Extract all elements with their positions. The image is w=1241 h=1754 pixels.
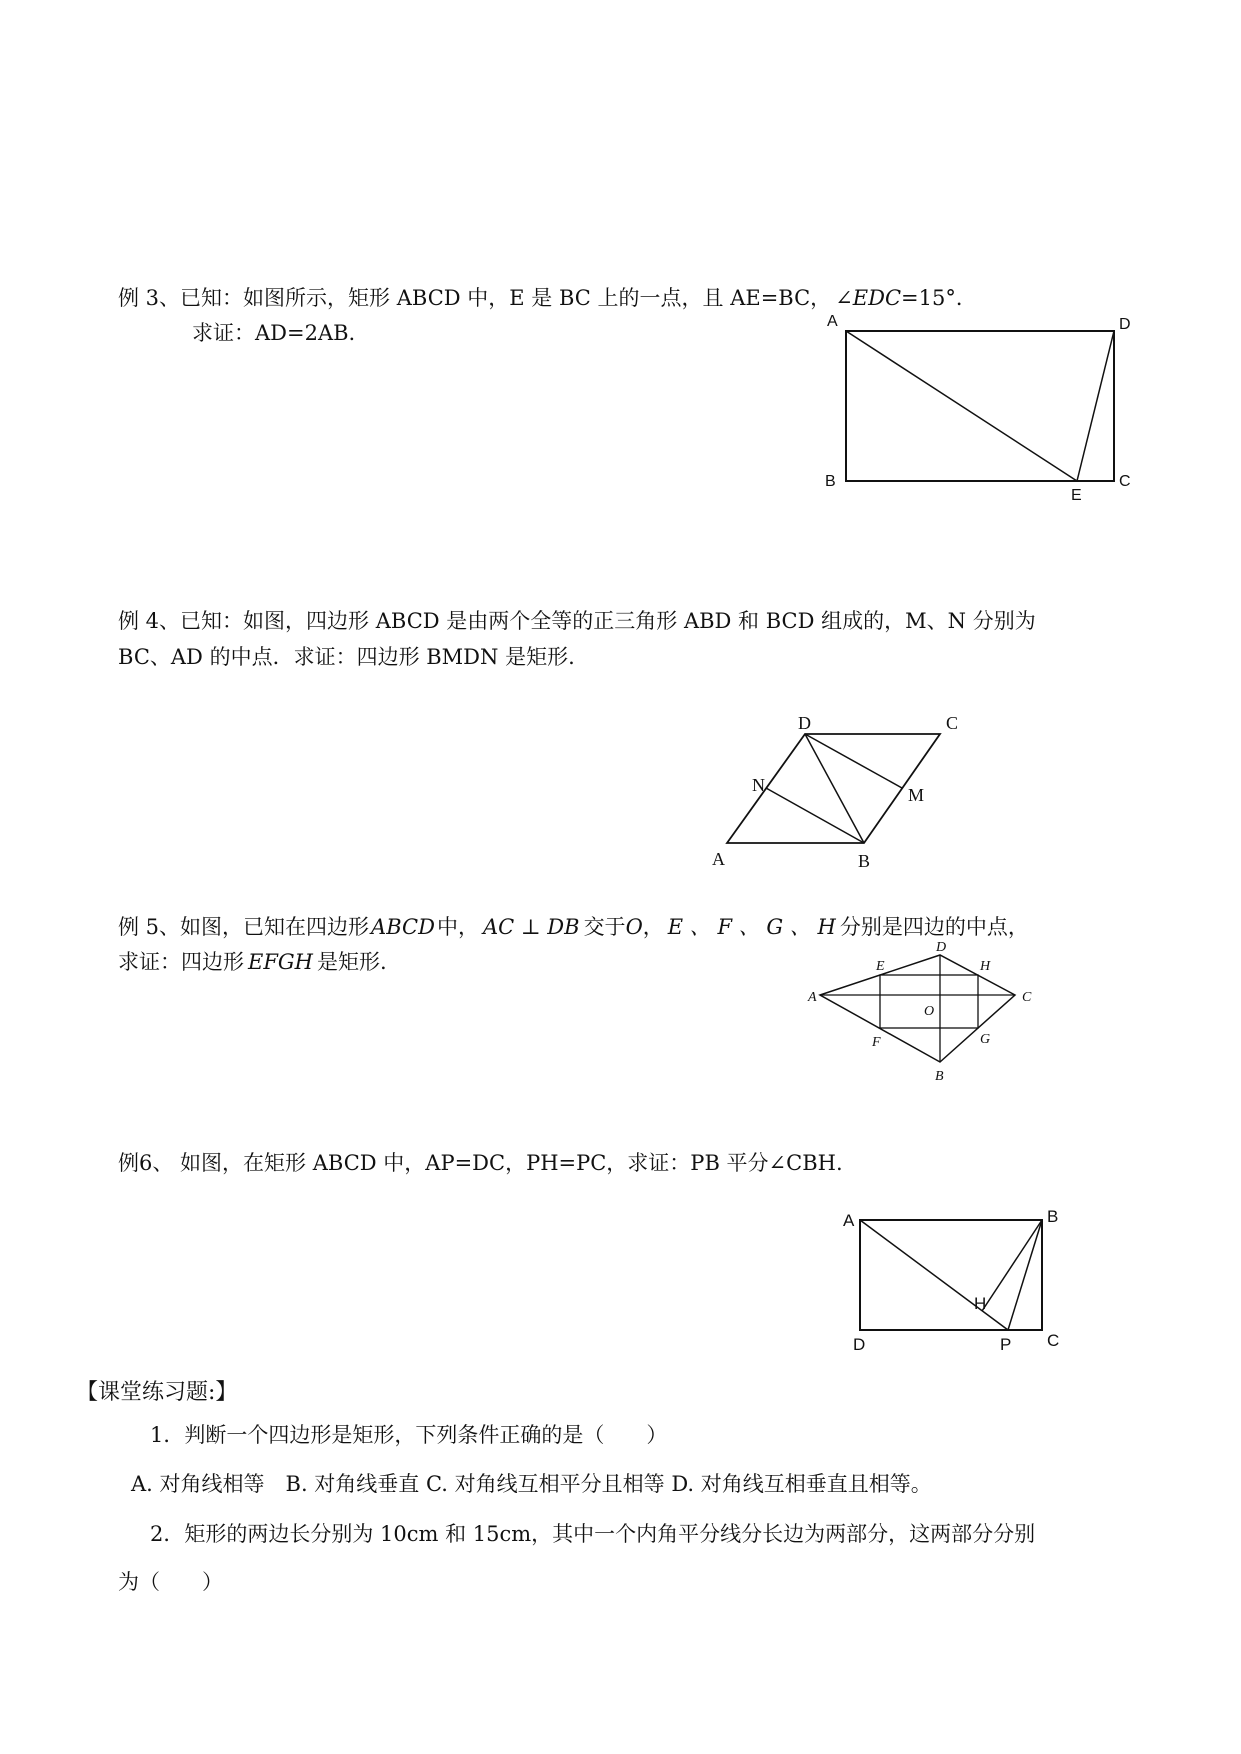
ex6-label-d: D: [853, 1335, 866, 1353]
ex5-label-o: O: [924, 1004, 935, 1019]
ex5-label-d: D: [936, 940, 947, 955]
ex5-label-b: B: [935, 1069, 944, 1084]
practice-q2-line1: 2．矩形的两边长分别为 10cm 和 15cm，其中一个内角平分线分长边为两部分，这两部分分别: [150, 1522, 1036, 1546]
ex5-text-2c: 是矩形.: [317, 950, 387, 974]
ex4-label-c: C: [946, 713, 959, 733]
practice-q2-line2: 为（ ）: [118, 1570, 223, 1594]
ex6-label-c: C: [1047, 1331, 1060, 1350]
ex6-label-p: P: [1000, 1335, 1012, 1353]
ex5-line1: [118, 913, 1029, 941]
ex5-label-e: E: [876, 959, 885, 974]
ex5-label-h: H: [980, 959, 991, 974]
ex5-label-a: A: [808, 990, 817, 1005]
ex3-figure: [815, 306, 1145, 506]
ex6-label-a: A: [843, 1211, 855, 1230]
ex5-quad-efgh: EFGH: [248, 950, 313, 974]
ex4-label-b: B: [858, 851, 871, 871]
ex5-quad-abcd: ABCD: [371, 915, 435, 939]
ex6-label-h: H: [974, 1294, 987, 1313]
ex4-label-a: A: [712, 849, 725, 869]
ex4-label-n: N: [752, 775, 765, 795]
ex5-label-c: C: [1022, 990, 1032, 1005]
ex6-figure: [835, 1208, 1095, 1353]
practice-q1: 1．判断一个四边形是矩形，下列条件正确的是（ ）: [150, 1423, 668, 1447]
ex3-text: 例 3、已知：如图所示，矩形 ABCD 中，E 是 BC 上的一点，且 AE=BC，: [118, 286, 832, 310]
ex3-label-c: C: [1119, 473, 1131, 490]
ex5-label-g: G: [980, 1032, 991, 1047]
ex4-label-d: D: [798, 713, 811, 733]
ex5-perp: AC ⊥ DB: [482, 915, 580, 939]
ex3-angle-tail: =15°．: [901, 286, 977, 310]
ex3-label-e: E: [1071, 487, 1082, 504]
ex4-line1: 例 4、已知：如图，四边形 ABCD 是由两个全等的正三角形 ABD 和 BCD 组成的，M、N 分别为: [118, 609, 1036, 633]
ex4-label-m: M: [908, 785, 925, 805]
ex3-line2: 求证：AD=2AB.: [192, 321, 356, 345]
ex5-points: E 、 F 、 G 、 H: [667, 915, 836, 939]
ex5-point-o: O: [625, 915, 643, 939]
ex5-figure: [800, 940, 1050, 1090]
ex4-figure: [700, 705, 980, 875]
ex6-line1: 例6、 如图，在矩形 ABCD 中，AP=DC，PH=PC，求证：PB 平分∠CBH.: [118, 1151, 843, 1175]
ex3-label-b: B: [825, 473, 836, 490]
ex6-label-b: B: [1047, 1208, 1059, 1226]
ex5-text-a: 例 5、如图，已知在四边形: [118, 915, 370, 939]
ex5-line2: [118, 948, 387, 976]
ex5-text-i: 分别是四边的中点，: [839, 915, 1029, 939]
ex5-text-e: 交于: [583, 915, 626, 939]
practice-heading: 【课堂练习题:】: [76, 1380, 238, 1405]
ex5-text-g: ，: [642, 915, 664, 939]
ex5-label-f: F: [872, 1035, 881, 1050]
practice-q1-options: A. 对角线相等 B. 对角线垂直 C. 对角线互相平分且相等 D. 对角线互相垂直且相等。: [131, 1472, 932, 1496]
ex5-text-c: 中，: [436, 915, 479, 939]
ex3-label-d: D: [1119, 316, 1131, 333]
ex4-line2: BC、AD 的中点．求证：四边形 BMDN 是矩形.: [118, 645, 575, 669]
ex3-angle: ∠EDC: [835, 286, 902, 310]
ex5-text-2a: 求证：四边形: [118, 950, 244, 974]
ex3-label-a: A: [827, 313, 838, 330]
